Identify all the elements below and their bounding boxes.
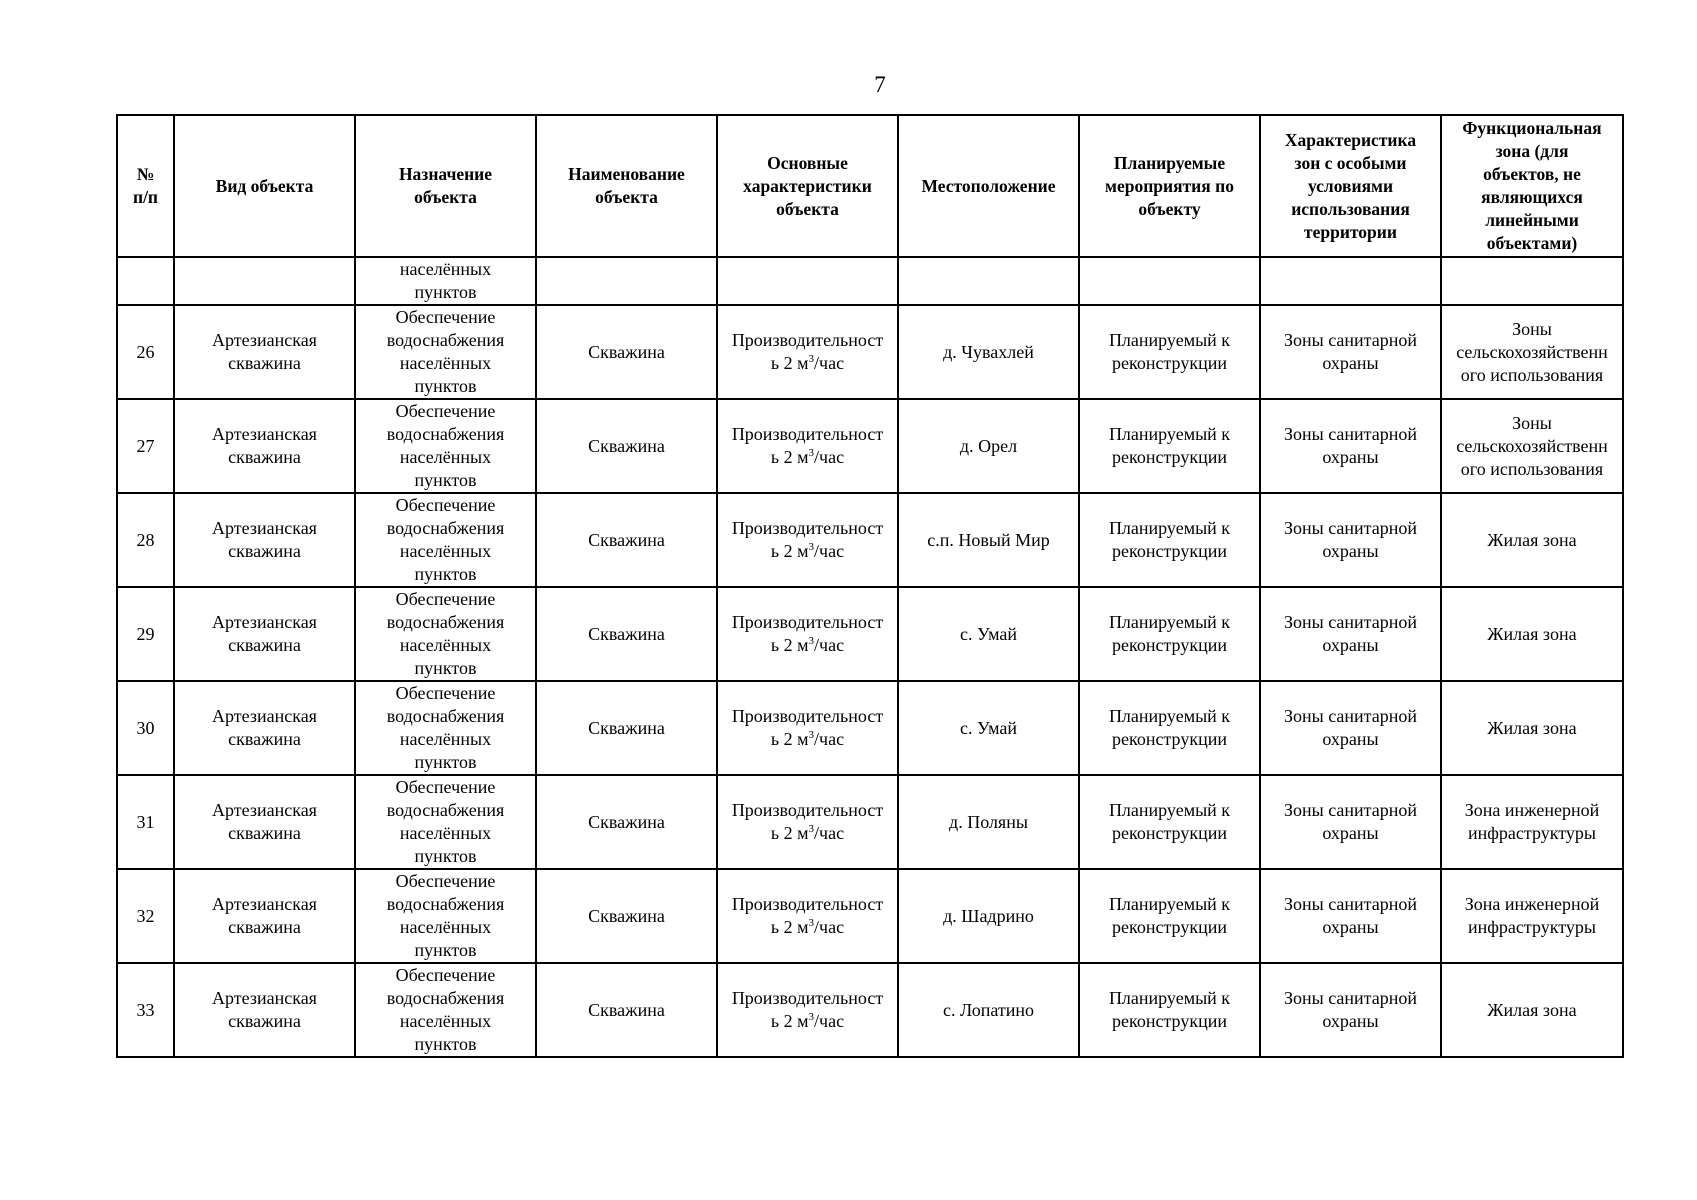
cell-name: Скважина [536,305,717,399]
cell-measures: Планируемый к реконструкции [1079,963,1260,1057]
cell-functional-zone: Жилая зона [1441,587,1623,681]
cell-type: Артезианская скважина [174,775,355,869]
cell-functional-zone: Зоны сельскохозяйственн ого использования [1441,305,1623,399]
cell-name [536,257,717,305]
cell-type [174,257,355,305]
capacity-suffix: /час [814,823,845,843]
capacity-suffix: /час [814,917,845,937]
continued-row [117,257,1623,305]
cell-location: с.п. Новый Мир [898,493,1079,587]
cell-location: д. Чувахлей [898,305,1079,399]
cell-name: Скважина [536,681,717,775]
cell-functional-zone: Зона инженерной инфраструктуры [1441,869,1623,963]
cell-num: 28 [117,493,174,587]
cell-name: Скважина [536,493,717,587]
capacity-suffix: /час [814,1011,845,1031]
cell-functional-zone: Зона инженерной инфраструктуры [1441,775,1623,869]
cell-type: Артезианская скважина [174,587,355,681]
cell-characteristics [717,963,898,1057]
cell-measures: Планируемый к реконструкции [1079,775,1260,869]
cell-characteristics [717,257,898,305]
cell-purpose: Обеспечение водоснабжения населённых пунктов [355,775,536,869]
capacity-prefix: Производительност ь 2 м [731,518,884,561]
capacity-prefix: Производительност ь 2 м [731,988,884,1031]
cell-name: Скважина [536,869,717,963]
cell-num: 32 [117,869,174,963]
cell-measures: Планируемый к реконструкции [1079,681,1260,775]
table-row [117,587,1623,681]
cell-type: Артезианская скважина [174,493,355,587]
header-type: Вид объекта [174,115,355,257]
objects-table [116,114,1624,1058]
cell-purpose: Обеспечение водоснабжения населённых пунктов [355,963,536,1057]
cell-zones: Зоны санитарной охраны [1260,493,1441,587]
cell-purpose: Обеспечение водоснабжения населённых пунктов [355,681,536,775]
cell-purpose: Обеспечение водоснабжения населённых пунктов [355,587,536,681]
header-purpose: Назначение объекта [355,115,536,257]
cell-num: 27 [117,399,174,493]
cell-type: Артезианская скважина [174,681,355,775]
capacity-exponent: 3 [808,635,815,647]
cell-num: 30 [117,681,174,775]
cell-purpose: Обеспечение водоснабжения населённых пунктов [355,869,536,963]
header-functional-zone: Функциональная зона (для объектов, не являющихся линейными объектами) [1441,115,1623,257]
cell-location: д. Поляны [898,775,1079,869]
cell-functional-zone: Жилая зона [1441,963,1623,1057]
cell-zones: Зоны санитарной охраны [1260,587,1441,681]
cell-characteristics [717,587,898,681]
page-number: 7 [874,72,886,97]
cell-measures: Планируемый к реконструкции [1079,399,1260,493]
cell-characteristics [717,305,898,399]
cell-characteristics [717,493,898,587]
capacity-suffix: /час [814,447,845,467]
capacity-suffix: /час [814,353,845,373]
cell-type: Артезианская скважина [174,399,355,493]
cell-measures: Планируемый к реконструкции [1079,493,1260,587]
cell-location: с. Умай [898,681,1079,775]
cell-type: Артезианская скважина [174,869,355,963]
cell-zones: Зоны санитарной охраны [1260,775,1441,869]
capacity-exponent: 3 [808,447,815,459]
cell-measures [1079,257,1260,305]
cell-name: Скважина [536,399,717,493]
cell-characteristics [717,399,898,493]
capacity-exponent: 3 [808,353,815,365]
cell-name: Скважина [536,963,717,1057]
cell-characteristics [717,869,898,963]
capacity-prefix: Производительност ь 2 м [731,706,884,749]
cell-location: с. Умай [898,587,1079,681]
cell-location: с. Лопатино [898,963,1079,1057]
capacity-prefix: Производительност ь 2 м [731,424,884,467]
header-location: Местоположение [898,115,1079,257]
table-row [117,399,1623,493]
cell-num: 33 [117,963,174,1057]
cell-zones [1260,257,1441,305]
cell-location: д. Шадрино [898,869,1079,963]
header-characteristics: Основные характеристики объекта [717,115,898,257]
cell-zones: Зоны санитарной охраны [1260,869,1441,963]
table-row [117,305,1623,399]
capacity-prefix: Производительност ь 2 м [731,330,884,373]
capacity-suffix: /час [814,729,845,749]
cell-purpose: Обеспечение водоснабжения населённых пунктов [355,493,536,587]
capacity-prefix: Производительност ь 2 м [731,612,884,655]
capacity-exponent: 3 [808,1011,815,1023]
table-row [117,963,1623,1057]
capacity-prefix: Производительност ь 2 м [731,800,884,843]
capacity-exponent: 3 [808,541,815,553]
cell-zones: Зоны санитарной охраны [1260,305,1441,399]
cell-purpose: населённых пунктов [355,257,536,305]
cell-functional-zone: Жилая зона [1441,681,1623,775]
cell-functional-zone: Зоны сельскохозяйственн ого использования [1441,399,1623,493]
header-row [117,115,1623,257]
cell-location [898,257,1079,305]
cell-zones: Зоны санитарной охраны [1260,963,1441,1057]
cell-type: Артезианская скважина [174,305,355,399]
cell-num: 26 [117,305,174,399]
cell-name: Скважина [536,775,717,869]
cell-functional-zone [1441,257,1623,305]
capacity-exponent: 3 [808,729,815,741]
table-row [117,493,1623,587]
cell-characteristics [717,681,898,775]
cell-functional-zone: Жилая зона [1441,493,1623,587]
cell-measures: Планируемый к реконструкции [1079,869,1260,963]
cell-measures: Планируемый к реконструкции [1079,587,1260,681]
capacity-exponent: 3 [808,823,815,835]
table-row [117,869,1623,963]
cell-num: 29 [117,587,174,681]
capacity-suffix: /час [814,541,845,561]
header-zones: Характеристика зон с особыми условиями использования территории [1260,115,1441,257]
cell-num: 31 [117,775,174,869]
cell-purpose: Обеспечение водоснабжения населённых пунктов [355,399,536,493]
cell-name: Скважина [536,587,717,681]
capacity-prefix: Производительност ь 2 м [731,894,884,937]
cell-num [117,257,174,305]
capacity-suffix: /час [814,635,845,655]
cell-measures: Планируемый к реконструкции [1079,305,1260,399]
table-row [117,681,1623,775]
capacity-exponent: 3 [808,917,815,929]
header-measures: Планируемые мероприятия по объекту [1079,115,1260,257]
table-row [117,775,1623,869]
cell-zones: Зоны санитарной охраны [1260,399,1441,493]
cell-characteristics [717,775,898,869]
header-name: Наименование объекта [536,115,717,257]
cell-purpose: Обеспечение водоснабжения населённых пунктов [355,305,536,399]
cell-type: Артезианская скважина [174,963,355,1057]
cell-zones: Зоны санитарной охраны [1260,681,1441,775]
header-num: № п/п [117,115,174,257]
cell-location: д. Орел [898,399,1079,493]
